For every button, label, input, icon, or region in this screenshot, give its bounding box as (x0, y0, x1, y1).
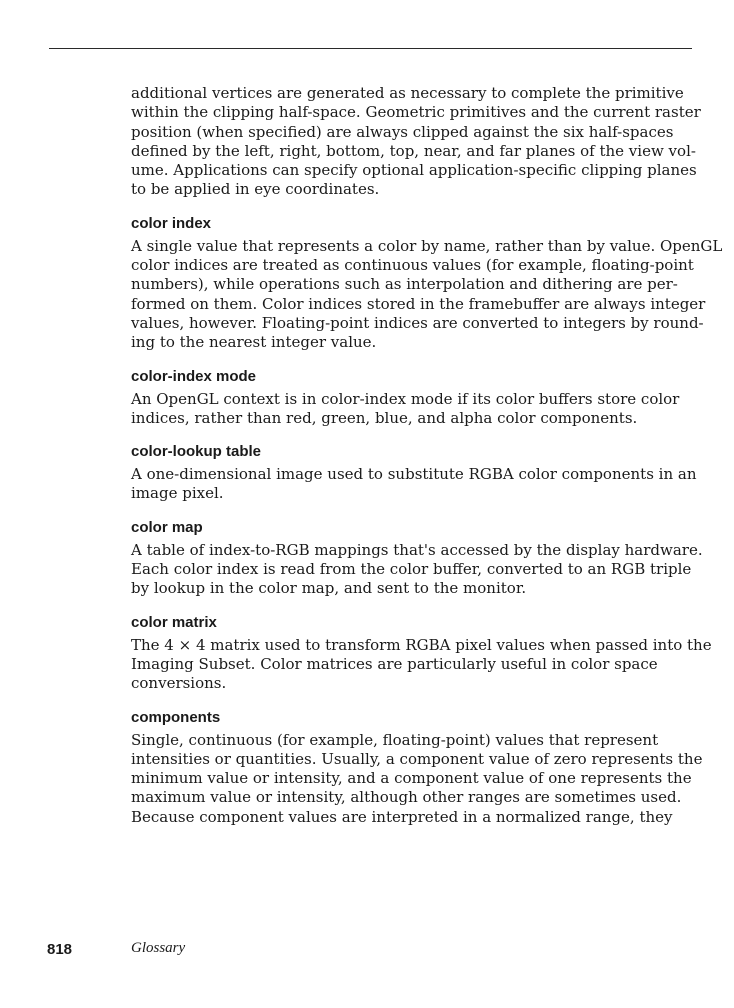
page-number: 818 (47, 941, 73, 958)
glossary-entry-color-map (131, 518, 703, 599)
text-line: additional vertices are generated as necessary to complete the primitive (131, 84, 684, 102)
glossary-definition (131, 730, 703, 827)
text-line: Imaging Subset. Color matrices are particularly useful in color space (131, 654, 658, 673)
text-line: intensities or quantities. Usually, a component value of zero represents the (131, 749, 703, 768)
glossary-definition (131, 540, 703, 599)
text-line: color indices are treated as continuous values (for example, floating-point (131, 256, 694, 275)
text-line: image pixel. (131, 484, 224, 503)
text-line: minimum value or intensity, and a component value of one represents the (131, 769, 692, 788)
text-line: A single value that represents a color by name, rather than by value. OpenGL (131, 236, 723, 255)
text-line: maximum value or intensity, although other ranges are sometimes used. (131, 788, 682, 807)
glossary-definition (131, 236, 723, 353)
text-line: indices, rather than red, green, blue, and alpha color components. (131, 408, 638, 427)
text-line: conversions. (131, 674, 227, 693)
text-line: numbers), while operations such as interpolation and dithering are per- (131, 275, 678, 294)
glossary-term: color map (131, 518, 203, 536)
intro-paragraph (131, 84, 701, 200)
text-line: position (when specified) are always clipped against the six half-spaces (131, 122, 674, 141)
text-line: defined by the left, right, bottom, top, near, and far planes of the view vol- (131, 141, 696, 160)
header-rule (49, 48, 692, 49)
text-line: Single, continuous (for example, floating-point) values that represent (131, 730, 659, 749)
glossary-term: components (131, 708, 221, 726)
text-line: A table of index-to-RGB mappings that's accessed by the display hardware. (131, 540, 703, 559)
running-footer-title: Glossary (131, 940, 186, 956)
glossary-body (131, 84, 723, 827)
text-line: to be applied in eye coordinates. (131, 180, 380, 199)
glossary-entry-color-matrix (131, 613, 712, 694)
text-line: Because component values are interpreted in a normalized range, they (131, 807, 673, 826)
text-line: Each color index is read from the color buffer, converted to an RGB triple (131, 560, 692, 579)
glossary-entry-color-lookup-table (131, 443, 697, 504)
glossary-entry-color-index (131, 214, 723, 353)
text-line: An OpenGL context is in color-index mode if its color buffers store color (131, 389, 680, 408)
glossary-definition (131, 390, 689, 429)
glossary-term: color-lookup table (131, 443, 262, 461)
text-line: formed on them. Color indices stored in the framebuffer are always integer (131, 294, 706, 313)
text-line: The 4 × 4 matrix used to transform RGBA pixel values when passed into the (131, 635, 712, 654)
text-line: within the clipping half-space. Geometric primitives and the current raster (131, 103, 701, 122)
text-line: ume. Applications can specify optional application-specific clipping planes (131, 161, 697, 180)
glossary-term: color matrix (131, 613, 217, 631)
glossary-entry-components (131, 708, 703, 827)
glossary-term: color index (131, 214, 212, 232)
glossary-definition (131, 465, 697, 504)
glossary-definition (131, 635, 712, 694)
glossary-term: color-index mode (131, 367, 257, 385)
text-line: A one-dimensional image used to substitute RGBA color components in an (131, 465, 697, 484)
glossary-entry-color-index-mode (131, 368, 689, 429)
text-line: values, however. Floating-point indices are converted to integers by round- (131, 313, 704, 332)
text-line: by lookup in the color map, and sent to the monitor. (131, 579, 527, 598)
text-line: ing to the nearest integer value. (131, 333, 377, 352)
